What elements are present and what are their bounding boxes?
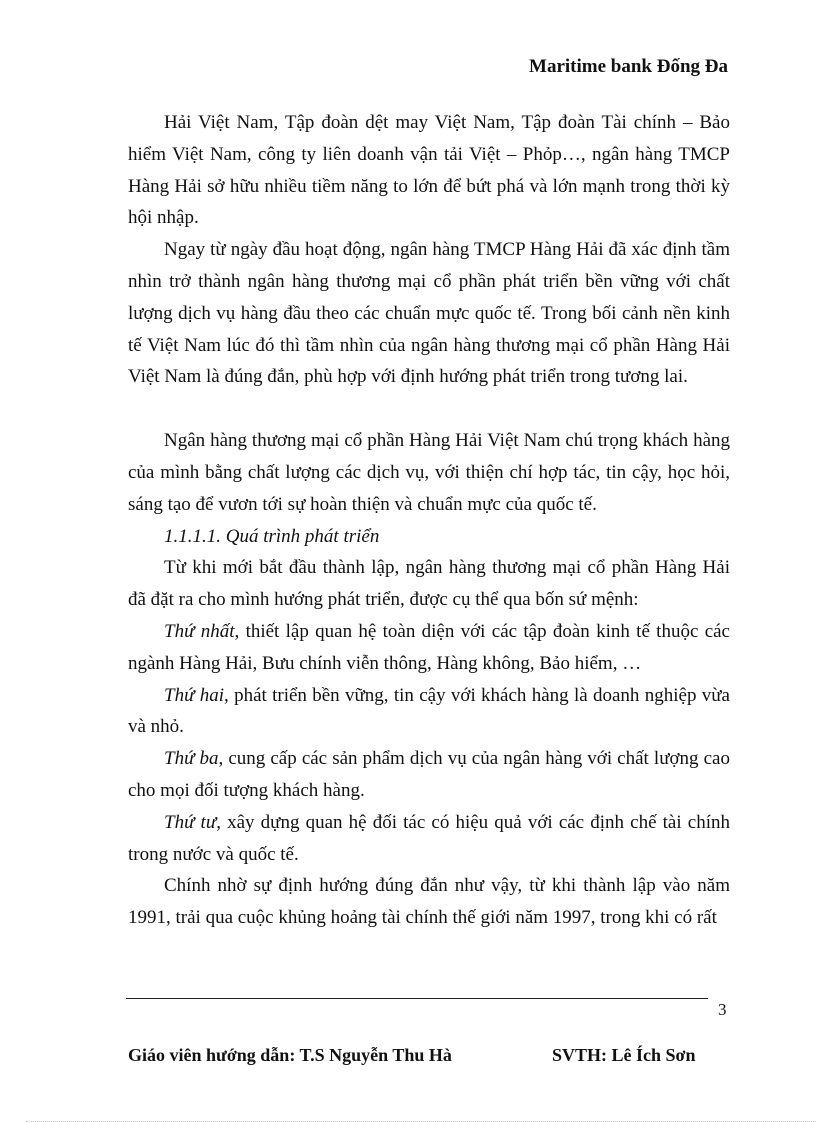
mission-third — [128, 743, 730, 807]
mission-second-label: Thứ hai — [164, 684, 225, 706]
mission-fourth — [128, 807, 730, 871]
document-body — [128, 107, 730, 934]
mission-first — [128, 616, 730, 680]
paragraph-history: Chính nhờ sự định hướng đúng đắn như vậy, từ khi thành lập vào năm 1991, trải qua cuộc khủng hoảng tài chính thế giới năm 1997, trong khi có rất — [128, 875, 730, 929]
footer-advisor: Giáo viên hướng dẫn: T.S Nguyễn Thu Hà — [128, 1045, 452, 1065]
mission-fourth-label: Thứ tư — [164, 811, 217, 833]
paragraph-customer-focus: Ngân hàng thương mại cổ phần Hàng Hải Việt Nam chú trọng khách hàng của mình bằng chất lượng các dịch vụ, với thiện chí hợp tác, tin cậy, học hỏi, sáng tạo để vươn tới sự hoàn thiện và chuẩn mực của quốc tế. — [128, 430, 730, 515]
mission-first-text: , thiết lập quan hệ toàn diện với các tập đoàn kinh tế thuộc các ngành Hàng Hải, Bưu chính viễn thông, Hàng không, Bảo hiểm, … — [128, 620, 730, 674]
mission-second — [128, 680, 730, 744]
running-header: Maritime bank Đống Đa — [529, 56, 728, 77]
paragraph-continuation: Hải Việt Nam, Tập đoàn dệt may Việt Nam, Tập đoàn Tài chính – Bảo hiểm Việt Nam, công ty liên doanh vận tải Việt – Phỏp…, ngân hàng TMCP Hàng Hải sở hữu nhiều tiềm năng to lớn để bứt phá và lớn mạnh trong thời kỳ hội nhập. — [128, 112, 730, 229]
page-edge-divider — [26, 1121, 816, 1122]
paragraph-vision: Ngay từ ngày đầu hoạt động, ngân hàng TMCP Hàng Hải đã xác định tầm nhìn trở thành ngân hàng thương mại cổ phần phát triển bền vững với chất lượng dịch vụ hàng đầu theo các chuẩn mực quốc tế. Trong bối cảnh nền kinh tế Việt Nam lúc đó thì tầm nhìn của ngân hàng thương mại cổ phần Hàng Hải Việt Nam là đúng đắn, phù hợp với định hướng phát triển trong tương lai. — [128, 239, 730, 388]
page-number: 3 — [718, 1000, 727, 1019]
mission-second-text: , phát triển bền vững, tin cậy với khách hàng là doanh nghiệp vừa và nhỏ. — [128, 684, 730, 738]
section-heading: 1.1.1.1. Quá trình phát triển — [164, 525, 380, 547]
footer-divider — [126, 998, 708, 999]
mission-third-text: , cung cấp các sản phẩm dịch vụ của ngân hàng với chất lượng cao cho mọi đối tượng khách hàng. — [128, 748, 730, 801]
mission-fourth-text: , xây dựng quan hệ đối tác có hiệu quả với các định chế tài chính trong nước và quốc tế. — [128, 811, 730, 865]
mission-third-label: Thứ ba — [164, 748, 219, 770]
paragraph-missions-intro: Từ khi mới bắt đầu thành lập, ngân hàng thương mại cổ phần Hàng Hải đã đặt ra cho mình hướng phát triển, được cụ thể qua bốn sứ mệnh: — [128, 557, 730, 611]
mission-first-label: Thứ nhất — [164, 620, 235, 642]
footer-student: SVTH: Lê Ích Sơn — [552, 1045, 696, 1065]
